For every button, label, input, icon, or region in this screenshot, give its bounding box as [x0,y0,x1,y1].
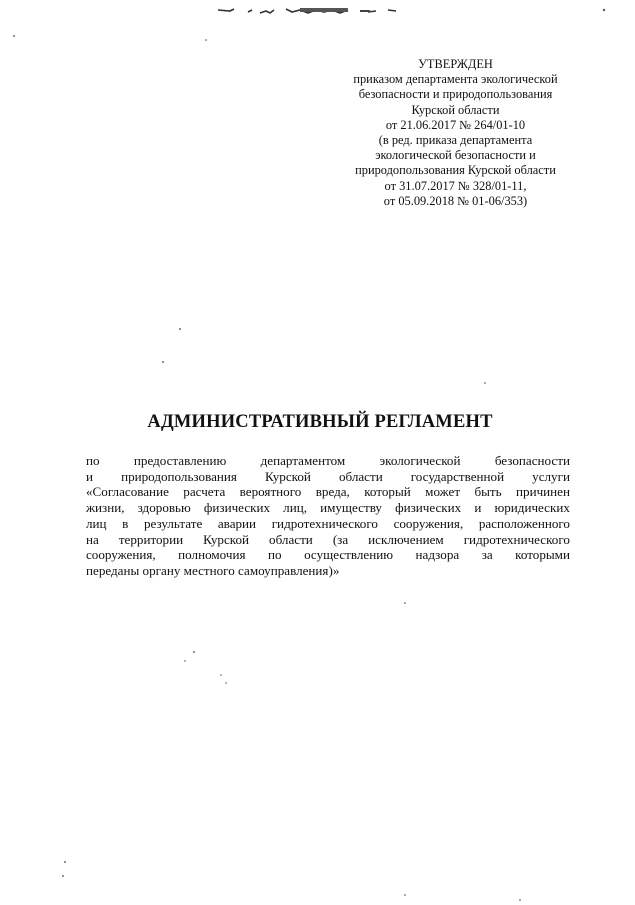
subject-word: имуществу [320,500,382,516]
subject-word: области [269,531,313,547]
subject-word: физических [203,500,271,516]
subject-line [86,484,570,500]
subject-word: расположенного [478,515,570,531]
subject-word: исключением [368,531,444,547]
subject-line [86,453,570,469]
subject-word: лиц, [283,500,307,516]
subject-word: вреда, [315,484,350,500]
approval-heading: УТВЕРЖДЕН [418,57,493,71]
approval-line: от 31.07.2017 № 328/01-11, [384,178,527,193]
subject-word: «Согласование [86,484,169,500]
subject-word: быть [474,484,502,500]
subject-line [86,563,570,579]
subject-word: Курской [264,468,311,484]
subject-line [86,532,570,548]
subject-word: и [86,468,94,484]
approval-line: безопасности и природопользования [358,87,553,102]
subject-word: жизни, [86,500,125,516]
subject-line [86,516,570,532]
subject-word: области [338,468,383,484]
subject-word: сооружения, [86,547,156,563]
subject-line [86,547,570,563]
subject-word: гидротехнического [271,515,378,531]
approval-stamp [318,57,593,209]
subject-word: департаментом [260,453,346,468]
subject-word: Курской [203,531,250,547]
subject-word: по [86,453,100,468]
subject-line [86,500,570,516]
subject-word: и [474,500,482,516]
approval-line: (в ред. приказа департамента [378,133,533,148]
approval-line: от 05.09.2018 № 01-06/353) [383,193,528,208]
subject-word: экологической [379,453,461,468]
subject-word: который [364,484,411,500]
subject-word: аварии [217,515,257,531]
subject-word: лиц [86,515,107,531]
subject-word: которыми [515,547,570,563]
subject-word: причинен [516,484,570,500]
subject-word: за [481,547,493,563]
subject-word: безопасности [494,453,570,468]
subject-word: государственной [410,468,505,484]
approval-line: природопользования Курской области [355,163,556,178]
subject-word: предоставлению [133,453,227,468]
approval-line: приказом департамента экологической [353,72,558,87]
subject-word: полномочия [178,547,246,563]
subject-word: переданы органу местного самоуправления)» [86,562,340,578]
subject-word: здоровью [137,500,191,516]
subject-word: (за [332,531,349,547]
subject-word: в [122,515,129,531]
subject-word: юридических [494,500,570,516]
document-title: АДМИНИСТРАТИВНЫЙ РЕГЛАМЕНТ [147,412,493,432]
approval-line: от 21.06.2017 № 264/01-10 [385,117,526,132]
subject-word: природопользования [121,468,237,484]
subject-line [86,469,570,485]
subject-word: осуществлению [304,547,394,563]
subject-word: гидротехнического [463,531,570,547]
scan-artifact-top [200,4,620,22]
subject-word: сооружения, [393,515,464,531]
approval-line: Курской области [411,102,500,117]
subject-word: результате [143,515,203,531]
approval-line: экологической безопасности и [375,148,536,163]
subject-word: может [425,484,461,500]
subject-word: на [86,531,99,547]
subject-word: физических [395,500,462,516]
subject-word: вероятного [239,484,302,500]
regulation-subject [86,453,570,579]
subject-word: по [268,547,282,563]
subject-word: расчета [183,484,226,500]
subject-word: территории [118,531,184,547]
subject-word: надзора [415,547,460,563]
subject-word: услуги [532,468,570,484]
